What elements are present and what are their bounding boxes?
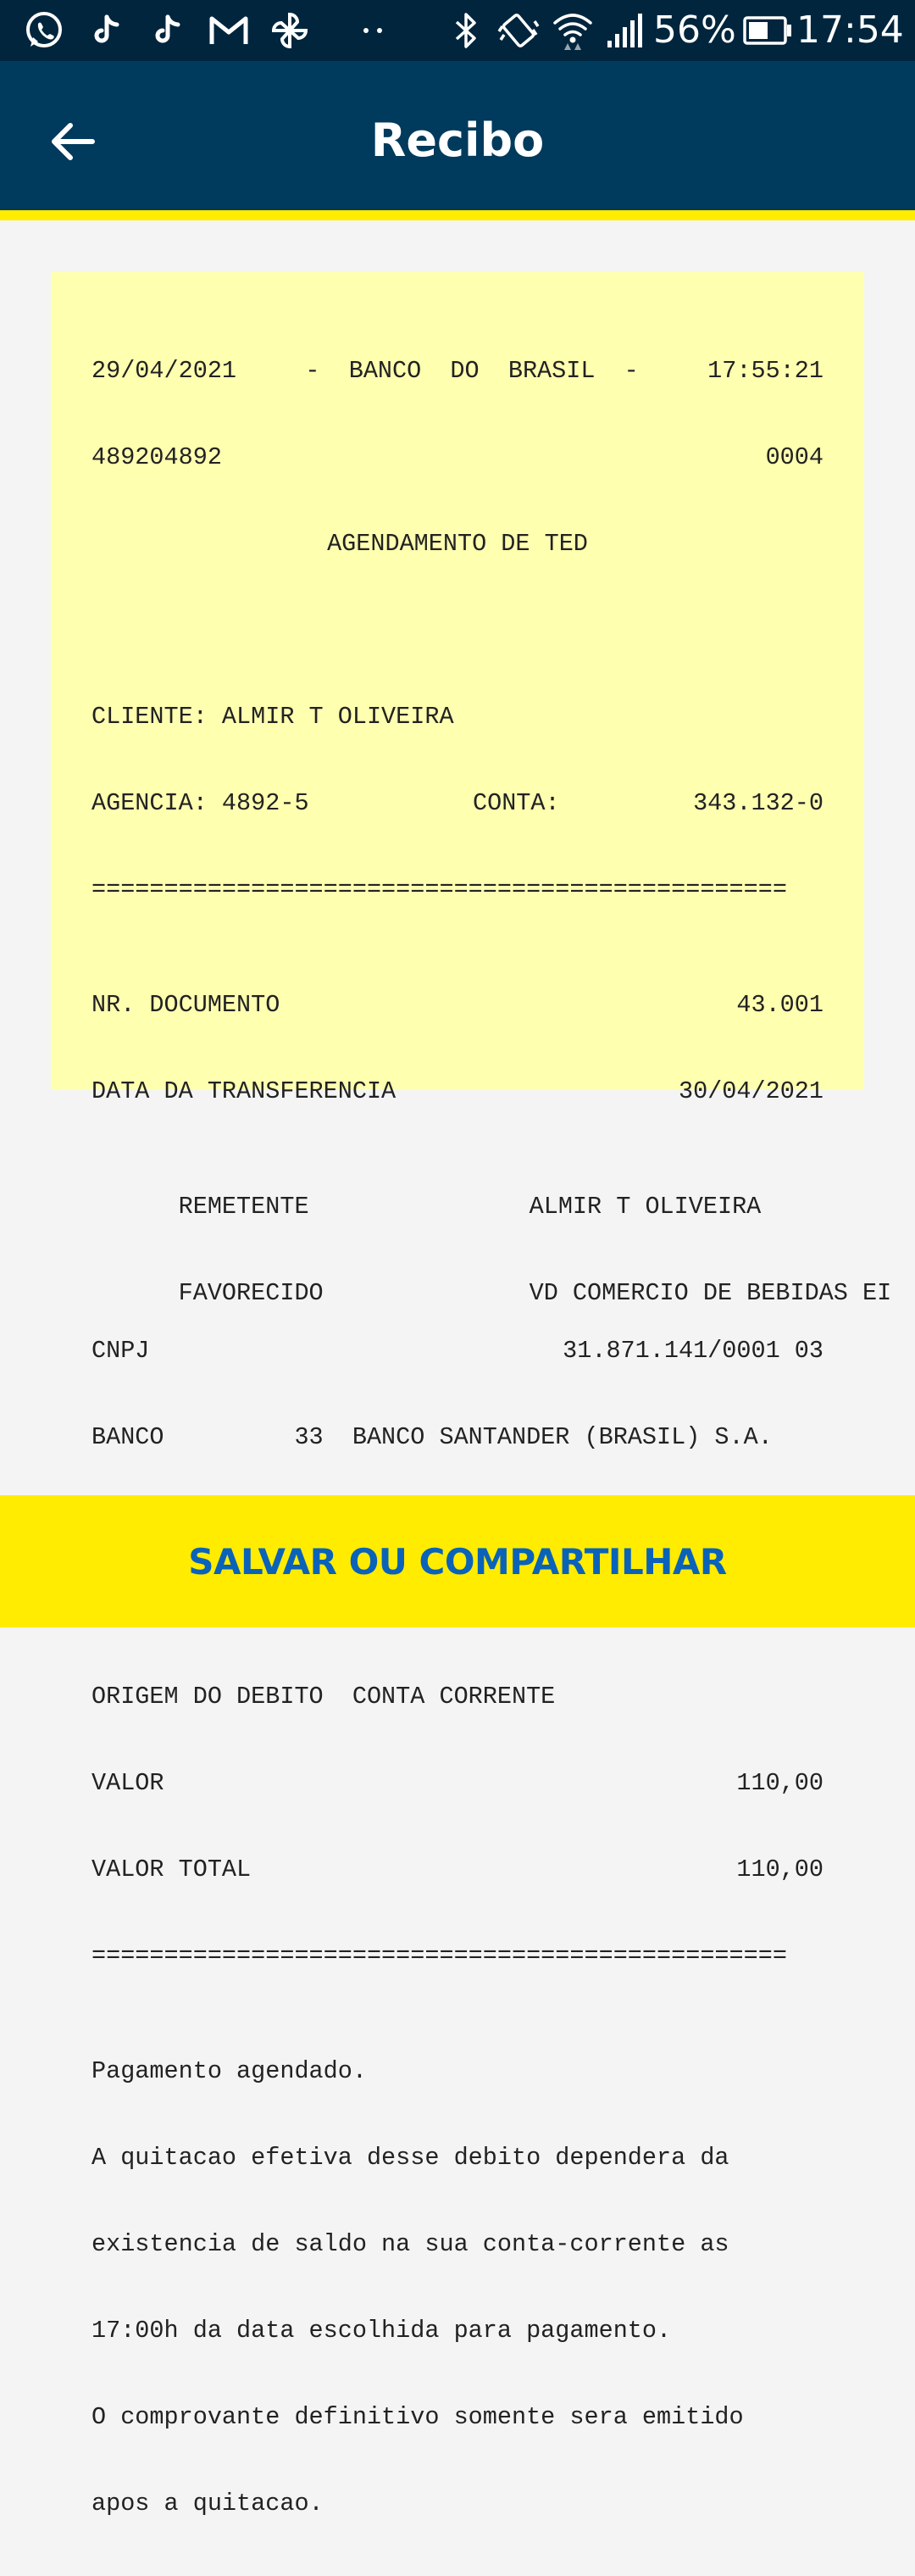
- receipt-code: 489204892: [92, 443, 222, 471]
- save-or-share-button[interactable]: [0, 1495, 915, 1627]
- receipt-header-line: [92, 357, 824, 386]
- receipt-agency: AGENCIA: 4892-5: [92, 789, 309, 817]
- receipt-transfer-date-value: 30/04/2021: [678, 1077, 824, 1105]
- battery-percent: 56%: [653, 8, 736, 52]
- clock-time: 17:54: [796, 8, 904, 52]
- page-title: Recibo: [370, 114, 545, 167]
- save-or-share-label: SALVAR OU COMPARTILHAR: [188, 1540, 727, 1583]
- receipt-note-line: O comprovante definitivo somente sera emitido: [92, 2403, 744, 2431]
- receipt-total-label: VALOR TOTAL: [92, 1855, 252, 1883]
- receipt-document-label: NR. DOCUMENTO: [92, 991, 280, 1019]
- receipt-cnpj-label: CNPJ: [92, 1337, 150, 1365]
- receipt-note-line: Pagamento agendado.: [92, 2057, 367, 2085]
- receipt-separator: ================================================: [92, 1942, 787, 1970]
- receipt-total-line: [92, 1855, 824, 1884]
- pinwheel-icon: [268, 8, 312, 53]
- receipt-total-amount: 110,00: [736, 1855, 824, 1883]
- receipt-sender-line: [92, 1164, 824, 1221]
- receipt-bank-line: BANCO 33 BANCO SANTANDER (BRASIL) S.A.: [92, 1423, 773, 1451]
- receipt-code-line: [92, 443, 824, 472]
- receipt-text: [92, 299, 892, 2576]
- app-bar-accent-line: [0, 210, 915, 220]
- receipt-transfer-date-label: DATA DA TRANSFERENCIA: [92, 1077, 396, 1105]
- tiktok-icon: [146, 8, 190, 53]
- receipt-bank-name: - BANCO DO BRASIL -: [305, 357, 639, 385]
- status-bar: [0, 0, 915, 61]
- receipt-sender-value: ALMIR T OLIVEIRA: [529, 1193, 762, 1221]
- receipt-note-line: 17:00h da data escolhida para pagamento.: [92, 2317, 672, 2345]
- bluetooth-icon: [444, 8, 488, 53]
- receipt-payee-line: [92, 1250, 892, 1307]
- more-dots-icon: [351, 8, 395, 53]
- battery-icon: [742, 8, 793, 53]
- receipt-note-line: A quitacao efetiva desse debito dependera da: [92, 2144, 729, 2172]
- receipt-account-label: CONTA:: [473, 789, 560, 817]
- receipt-value-label: VALOR: [92, 1769, 164, 1797]
- receipt-document-line: [92, 991, 824, 1020]
- wifi-icon: [551, 8, 595, 53]
- receipt-client: CLIENTE: ALMIR T OLIVEIRA: [92, 703, 454, 731]
- receipt-transfer-date-line: [92, 1077, 824, 1106]
- receipt-agency-account-line: [92, 789, 824, 818]
- receipt-cnpj-value: 31.871.141/0001 03: [563, 1337, 824, 1365]
- receipt-account-value: 343.132-0: [693, 789, 824, 817]
- receipt-separator: ================================================: [92, 876, 787, 904]
- receipt-blank-line: [92, 616, 824, 645]
- gmail-icon: [207, 8, 251, 53]
- signal-icon: [603, 8, 647, 53]
- receipt-value-line: [92, 1769, 824, 1798]
- receipt-payee-label: FAVORECIDO: [178, 1279, 324, 1307]
- receipt-title: AGENDAMENTO DE TED: [327, 530, 588, 558]
- app-bar: [0, 61, 915, 210]
- vibrate-icon: [496, 8, 541, 53]
- receipt-time: 17:55:21: [707, 357, 824, 385]
- receipt-cnpj-line: [92, 1337, 824, 1366]
- receipt-value-amount: 110,00: [736, 1769, 824, 1797]
- whatsapp-icon: [22, 8, 66, 53]
- receipt-debit-origin-line: ORIGEM DO DEBITO CONTA CORRENTE: [92, 1683, 556, 1711]
- tiktok-icon: [85, 8, 129, 53]
- receipt-document-value: 43.001: [736, 991, 824, 1019]
- receipt-note-line: existencia de saldo na sua conta-corrente as: [92, 2230, 729, 2258]
- receipt-note-line: apos a quitacao.: [92, 2490, 324, 2518]
- receipt-sender-label: REMETENTE: [178, 1193, 309, 1221]
- receipt-sequence: 0004: [765, 443, 824, 471]
- receipt-date: 29/04/2021: [92, 357, 237, 385]
- receipt-payee-value: VD COMERCIO DE BEBIDAS EI: [529, 1279, 892, 1307]
